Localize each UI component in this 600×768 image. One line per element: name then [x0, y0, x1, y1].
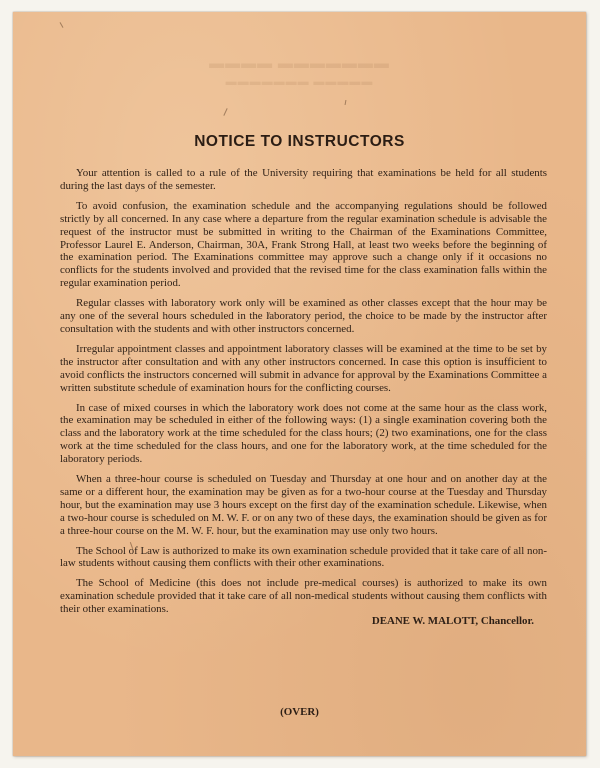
paper-speck — [60, 22, 64, 28]
notice-body — [60, 167, 547, 623]
bleed-through-text: ▬▬▬▬ ▬▬▬▬▬▬▬ — [209, 56, 390, 72]
page-title: NOTICE TO INSTRUCTORS — [194, 133, 405, 150]
document-page — [13, 12, 586, 756]
paragraph: When a three-hour course is scheduled on Tuesday and Thursday at one hour and on another day at the same or a different hour, the examination may be given as for a two-hour course at the Tuesday and Thursday hour, but the examination may use 3 hours except on the first day of the examination schedule. Likewise, when a two-hour course is scheduled on M. W. F. or on any two of these days, the examination should be given as for a three-hour course on the M. W. F. hour, but the examination may use only two hours. — [60, 473, 547, 537]
paper-speck — [345, 100, 347, 105]
bleed-through-text: ▬▬▬▬▬▬▬ ▬▬▬▬▬ — [225, 76, 374, 88]
paragraph: Regular classes with laboratory work only will be examined as other classes except that the hour may be any one of the several hours scheduled in the laboratory period, the choice to be made by the instructor after consultation with the students and with other instructors concerned. — [60, 297, 547, 335]
signature-line: DEANE W. MALOTT, Chancellor. — [371, 615, 534, 627]
paragraph: Your attention is called to a rule of the University requiring that examinations be held for all students during the last days of the semester. — [60, 167, 547, 192]
paragraph: Irregular appointment classes and appointment laboratory classes will be examined at the time to be set by the instructor after consultation and with any other instructors concerned. In case this option is insufficient to avoid conflicts the instructors concerned will submit in advance for approval by the Examinations Committee a written substitute schedule of examination hours for the conflicting courses. — [60, 342, 547, 394]
paragraph: To avoid confusion, the examination schedule and the accompanying regulations should be followed strictly by all concerned. In any case where a departure from the regular examination schedule is advisable the request of the instructor must be submitted in writing to the Chairman of the Examinations Committee, Professor Laurel E. Anderson, Chairman, 30A, Frank Strong Hall, at least two weeks before the beginning of the examination period. The Examinations committee may approve such a change only if it occasions no conflicts for the students involved and provided that the revised time for the class examination falls within the regular examination period. — [60, 199, 547, 290]
paragraph: The School of Law is authorized to make its own examination schedule provided that it take care of all non-law students without causing them conflicts with their other examinations. — [60, 544, 547, 570]
paragraph: The School of Medicine (this does not include pre-medical courses) is authorized to make its own examination schedule provided that it take care of all non-medical students without causing them conflicts with their other examinations. — [60, 577, 547, 616]
over-note: (OVER) — [280, 706, 319, 718]
paper-speck — [223, 108, 227, 116]
paragraph: In case of mixed courses in which the laboratory work does not come at the same hour as the class work, the examination may be scheduled in either of the following ways: (1) a single examination covering both the class and the laboratory work at the time scheduled for the class hours; (2) two examinations, one for the class work at the time scheduled for the class hours, and one for the laboratory work, at the time scheduled for the laboratory periods. — [60, 401, 547, 466]
